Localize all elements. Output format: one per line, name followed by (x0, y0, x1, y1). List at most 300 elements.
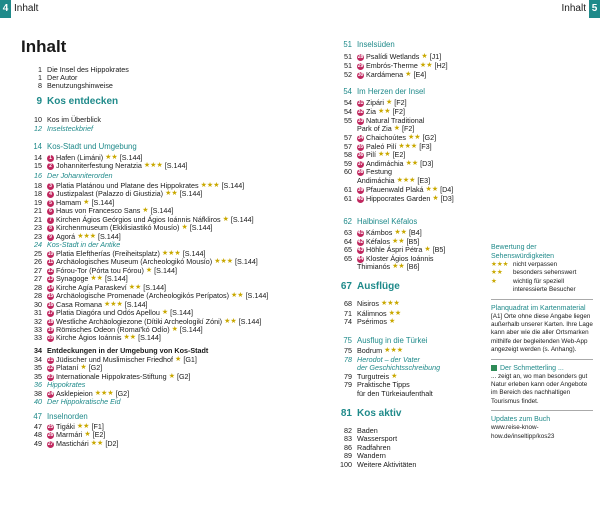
rating-legend-title: Bewertung der Sehenswürdigkeiten (491, 244, 555, 260)
entry-title: Justizpalast (Palazzo di Giustizia) (56, 189, 164, 198)
map-reference: [B6] (406, 262, 420, 271)
rating-stars: ★ (142, 207, 149, 214)
page-number: 62 (343, 217, 352, 226)
page-number: 82 (344, 426, 352, 435)
right-page-number: 5 (589, 0, 600, 18)
poi-number-badge: 12 (47, 267, 54, 274)
poi-number-badge: 35 (357, 143, 364, 150)
entry-title: Andimáchia (357, 176, 395, 185)
map-legend-text: [A1] Orte ohne diese Angabe liegen außerhalb unserer Karten. Ihre Lage kann aber wie die aller Ortsmarken mithilfe der begleitenden Web-App angezeigt werden (s. Anhang). (491, 312, 593, 354)
rating-stars: ★★★ (380, 300, 400, 307)
page-number: 34 (34, 346, 42, 355)
map-reference: [G1] (183, 355, 197, 364)
entry-title: Kirche Agía Paraskeví (56, 283, 127, 292)
legend-row (491, 278, 593, 286)
entry-title: Höhle Áspri Pétra (366, 245, 423, 254)
poi-number-badge: 27 (47, 440, 54, 447)
toc-entry (26, 124, 93, 134)
page-number: 19 (34, 198, 42, 207)
rating-stars: ★ (491, 277, 497, 285)
entry-title: Ausflüge (357, 281, 400, 292)
entry-title: Inselnorden (47, 412, 88, 421)
poi-number-badge: 6 (47, 208, 54, 215)
rating-stars: ★★★ (161, 250, 181, 257)
entry-title: Kos entdecken (47, 96, 119, 107)
entry-title: Marmári (56, 430, 83, 439)
rating-stars: ★★★ (200, 182, 220, 189)
page-number: 63 (344, 228, 352, 237)
entry-title: Hafen (Limáni) (56, 153, 104, 162)
entry-title: Synagoge (56, 274, 89, 283)
entry-title: Psérimos (357, 317, 387, 326)
entry-title: Platia Eleftherías (Freiheitsplatz) (56, 249, 160, 258)
rating-stars: ★★ (394, 229, 407, 236)
rating-stars: ★ (405, 71, 412, 78)
entry-title: Agorá (56, 232, 76, 241)
poi-number-badge: 22 (47, 364, 54, 371)
rating-stars: ★★ (491, 269, 503, 277)
page-number: 38 (34, 389, 42, 398)
entry-title: Hamam (56, 198, 82, 207)
legend-text: besonders sehenswert (513, 269, 577, 277)
right-running-title: Inhalt (561, 3, 586, 14)
entry-title: Tigáki (56, 422, 75, 431)
toc-entry (26, 142, 137, 152)
poi-number-badge: 7 (47, 217, 54, 224)
butterfly-legend-title (491, 364, 593, 373)
page-number: 58 (344, 150, 352, 159)
toc-entry (26, 412, 88, 422)
entry-title: Kardámena (366, 70, 404, 79)
entry-title: Der Autor (47, 73, 78, 82)
page-number: 26 (34, 257, 42, 266)
toc-entry (26, 97, 118, 107)
map-reference: [S.144] (104, 274, 128, 283)
page-number: 12 (34, 124, 42, 133)
page-number: 34 (34, 355, 42, 364)
page-number: 67 (340, 281, 352, 292)
page-number: 14 (34, 153, 42, 162)
rating-stars: ★★ (76, 423, 90, 430)
entry-title: Entdeckungen in der Umgebung von Kos-Stadt (47, 346, 209, 355)
page-number: 8 (38, 81, 42, 90)
page-number: 9 (36, 96, 42, 107)
entry-title: Zipári (366, 98, 384, 107)
rating-stars: ★ (181, 224, 188, 231)
poi-number-badge: 2 (47, 163, 54, 170)
rating-stars: ★★★ (77, 233, 97, 240)
page-number: 1 (38, 65, 42, 74)
page-number: 23 (34, 223, 42, 232)
toc-entry (26, 397, 121, 407)
map-reference: [B5] (432, 245, 446, 254)
entry-title: Westliche Archäologiezone (Dítiki Archeologikí Zóni) (56, 317, 223, 326)
page-number: 64 (344, 237, 352, 246)
toc-entry (336, 299, 402, 309)
toc-entry (336, 409, 401, 419)
entry-title: Embrós-Therme (366, 61, 418, 70)
page-number: 35 (34, 372, 42, 381)
page-number: 79 (344, 372, 352, 381)
legend-row (491, 286, 593, 294)
page-number: 28 (34, 291, 42, 300)
map-reference: [S.144] (91, 198, 115, 207)
toc-entry (336, 70, 426, 80)
rating-stars: ★ (385, 99, 393, 106)
poi-number-badge: 31 (357, 99, 364, 106)
map-reference: [B5] (406, 237, 420, 246)
divider (491, 299, 593, 300)
toc-entry (26, 333, 161, 343)
entry-title: Mastichári (56, 439, 89, 448)
page-number: 78 (344, 355, 352, 364)
entry-title: Zia (366, 107, 376, 116)
poi-number-badge: 25 (47, 423, 54, 430)
page-number: 40 (34, 397, 42, 406)
rating-stars: ★ (145, 267, 153, 274)
poi-number-badge: 1 (47, 155, 54, 162)
poi-number-badge: 16 (47, 301, 54, 308)
entry-title: Kéfalos (366, 237, 390, 246)
entry-title: Natural Traditional (366, 116, 425, 125)
entry-title: Wassersport (357, 434, 398, 443)
map-reference: [F2] (402, 124, 415, 133)
entry-title: Jüdischer und Muslimischer Friedhof (56, 355, 174, 364)
page-number: 33 (34, 325, 42, 334)
entry-title: Inselsüden (357, 40, 395, 49)
page-number: 47 (33, 412, 42, 421)
page-number: 23 (34, 232, 42, 241)
entry-title: für den Türkeiaufenthalt (357, 389, 433, 398)
poi-number-badge: 14 (47, 284, 54, 291)
entry-title: Thimianós (357, 262, 391, 271)
updates-title: Updates zum Buch (491, 416, 551, 424)
rating-stars: ★★ (165, 190, 178, 197)
map-reference: [S.144] (143, 283, 167, 292)
page-number: 52 (344, 70, 352, 79)
rating-stars: ★ (83, 199, 90, 206)
legend-text: nicht verpassen (513, 261, 558, 268)
entry-title: Kirchenmuseum (Ekklisiastikó Mousío) (56, 223, 180, 232)
page-number: 81 (340, 408, 352, 419)
poi-number-badge: 37 (357, 160, 364, 167)
poi-number-badge: 19 (47, 326, 54, 333)
rating-stars: ★★ (391, 238, 405, 245)
rating-stars: ★★ (407, 134, 421, 141)
entry-title: Fórou-Tor (Pórta tou Fórou) (56, 266, 144, 275)
entry-title: Weitere Aktivitäten (357, 460, 417, 469)
entry-title: Archäologische Promenade (Archeologikós Perípatos) (56, 291, 229, 300)
toc-entry (336, 317, 397, 327)
poi-number-badge: 43 (357, 246, 364, 253)
page-number: 75 (344, 346, 352, 355)
page-number: 60 (344, 167, 352, 176)
entry-title: Benutzungshinweise (47, 81, 113, 90)
poi-number-badge: 5 (47, 200, 54, 207)
rating-stars: ★ (391, 373, 398, 380)
entry-title: Kirche Ágios Ioánnis (56, 333, 122, 342)
rating-stars: ★ (80, 364, 87, 371)
page-number: 79 (344, 380, 352, 389)
rating-stars: ★★★ (384, 347, 403, 354)
rating-stars: ★★ (419, 62, 433, 69)
map-reference: [S.144] (98, 232, 121, 241)
map-reference: [E2] (92, 430, 106, 439)
poi-number-badge: 40 (357, 195, 364, 202)
page-number: 47 (34, 422, 42, 431)
map-reference: [F3] (419, 142, 432, 151)
entry-title: Archäologisches Museum (Archeologikó Mousío) (56, 257, 213, 266)
entry-title: Hippocrates Garden (366, 194, 431, 203)
map-reference: [F1] (91, 422, 104, 431)
map-reference: [E4] (413, 70, 427, 79)
page-number: 35 (34, 363, 42, 372)
entry-title: Festung (366, 167, 392, 176)
rating-stars: ★★ (378, 108, 391, 115)
page-number: 16 (34, 171, 42, 180)
map-reference: [S.144] (189, 223, 213, 232)
page-number: 27 (34, 274, 42, 283)
entry-title: Im Herzen der Insel (357, 87, 426, 96)
map-reference: [D2] (105, 439, 119, 448)
page-number: 89 (344, 451, 352, 460)
poi-number-badge: 36 (357, 151, 364, 158)
page-number: 27 (34, 266, 42, 275)
map-reference: [S.144] (245, 291, 269, 300)
rating-stars: ★★ (231, 292, 244, 299)
rating-stars: ★★ (392, 263, 405, 270)
rating-stars: ★★ (405, 160, 419, 167)
entry-title: Plataní (56, 363, 79, 372)
page-number: 83 (344, 434, 352, 443)
entry-title: Kirchen Ágios Geórgios und Ágios Ioánnis Náfkliros (56, 215, 221, 224)
page-number: 59 (344, 159, 352, 168)
page-number: 68 (344, 299, 352, 308)
page-number: 10 (34, 115, 42, 124)
left-page-number: 4 (0, 0, 11, 18)
poi-number-badge: 44 (357, 255, 364, 262)
map-reference: [S.144] (150, 206, 174, 215)
map-reference: [F2] (392, 107, 405, 116)
entry-title: Park of Zia (357, 124, 392, 133)
poi-number-badge: 23 (47, 373, 54, 380)
page-number: 65 (344, 245, 352, 254)
page-number: 75 (343, 336, 352, 345)
toc-entry (336, 262, 420, 272)
legend-text: wichtig für speziell (513, 277, 565, 285)
rating-stars: ★★★ (143, 162, 163, 169)
poi-number-badge: 30 (357, 71, 364, 78)
entry-title: Die Insel des Hippokrates (47, 65, 129, 74)
page-number: 74 (344, 317, 352, 326)
poi-number-badge: 8 (47, 225, 54, 232)
entry-title: Nisiros (357, 299, 379, 308)
poi-number-badge: 34 (357, 134, 364, 141)
toc-entry (26, 171, 113, 181)
poi-number-badge: 29 (357, 62, 364, 69)
rating-stars: ★★ (378, 151, 391, 158)
poi-number-badge: 3 (47, 183, 54, 190)
page-number: 54 (344, 107, 352, 116)
map-reference: [G2] (422, 133, 437, 142)
map-reference: [S.144] (235, 257, 258, 266)
entry-title: Andimáchia (366, 159, 404, 168)
rating-stars: ★★★ (396, 177, 416, 184)
rating-stars: ★★ (224, 318, 237, 325)
page-number: 61 (344, 185, 352, 194)
page-number: 86 (344, 443, 352, 452)
map-reference: [D3] (420, 159, 434, 168)
rating-stars: ★★★ (214, 258, 234, 265)
entry-title: Der Johanniterorden (47, 171, 113, 180)
entry-title: Psalídi Wetlands (366, 52, 420, 61)
entry-title: Kos im Überblick (47, 115, 101, 124)
entry-title: Paleó Pilí (366, 142, 397, 151)
rating-stars: ★ (393, 125, 401, 132)
entry-title: Inselsteckbrief (47, 124, 93, 133)
page-number: 30 (34, 300, 42, 309)
toc-entry (336, 217, 417, 227)
map-reference: [D3] (440, 194, 454, 203)
poi-number-badge: 33 (357, 117, 364, 124)
page-number: 33 (34, 333, 42, 342)
map-reference: [J1] (429, 52, 442, 61)
page-number: 54 (343, 87, 352, 96)
entry-title: Platia Platánou und Platane des Hippokrates (56, 181, 199, 190)
page-number: 51 (343, 40, 352, 49)
page-number: 32 (34, 317, 42, 326)
page-number: 51 (344, 61, 352, 70)
rating-stars: ★★ (388, 310, 402, 317)
entry-title: Der Hippokratische Eid (47, 397, 121, 406)
entry-title: Kos-Stadt in der Antike (47, 240, 121, 249)
map-reference: [S.144] (170, 308, 193, 317)
rating-stars: ★ (424, 246, 431, 253)
rating-stars: ★★ (90, 275, 103, 282)
map-reference: [G2] (176, 372, 191, 381)
poi-number-badge: 15 (47, 292, 54, 299)
rating-stars: ★★ (90, 440, 104, 447)
page-number: 55 (344, 116, 352, 125)
page-header (0, 0, 600, 18)
map-reference: [B4] (408, 228, 422, 237)
toc-entry (26, 81, 113, 91)
rating-stars: ★★ (123, 334, 137, 341)
updates-link[interactable]: www.reise-know-how.de/inseltipp/kos23 (491, 424, 555, 440)
entry-title: der Geschichtsschreibung (357, 363, 441, 372)
entry-title: Baden (357, 426, 378, 435)
page-number: 21 (34, 206, 42, 215)
page-number: 61 (344, 194, 352, 203)
legend-row (491, 261, 593, 269)
map-reference: [G2] (88, 363, 103, 372)
page-number: 65 (344, 254, 352, 263)
map-reference: [S.144] (182, 249, 206, 258)
map-reference: [D4] (440, 185, 454, 194)
page-number: 36 (34, 380, 42, 389)
entry-title: Kloster Ágios Ioánnis (366, 254, 434, 263)
page-number: 21 (34, 215, 42, 224)
entry-title: Praktische Tipps (357, 380, 410, 389)
entry-title: Turgutreis (357, 372, 390, 381)
map-reference: [H2] (434, 61, 448, 70)
entry-title: Pfauenwald Plaká (366, 185, 424, 194)
rating-stars: ★★ (128, 284, 142, 291)
toc-entry (336, 40, 395, 50)
entry-title: Kálimnos (357, 309, 387, 318)
map-reference: [S.144] (154, 266, 177, 275)
toc-entry (336, 282, 400, 292)
poi-number-badge: 28 (357, 53, 364, 60)
divider (491, 410, 593, 411)
page-number: 18 (34, 181, 42, 190)
page-number: 18 (34, 189, 42, 198)
entry-title: Chaichoútes (366, 133, 406, 142)
rating-stars: ★ (168, 373, 175, 380)
entry-title: Römisches Odeon (Romaï'kó Odío) (56, 325, 170, 334)
entry-title: Wandern (357, 451, 386, 460)
map-reference: [S.144] (230, 215, 254, 224)
poi-number-badge: 38 (357, 168, 364, 175)
poi-number-badge: 4 (47, 191, 54, 198)
entry-title: Ausflug in die Türkei (357, 336, 428, 345)
page-number: 15 (34, 161, 42, 170)
entry-title: Casa Romana (56, 300, 102, 309)
map-reference: [S.144] (164, 161, 188, 170)
page-number: 25 (34, 249, 42, 258)
page-number: 31 (34, 308, 42, 317)
page-number: 14 (33, 142, 42, 151)
poi-number-badge: 42 (357, 238, 364, 245)
map-reference: [S.144] (179, 189, 203, 198)
entry-title: Platia Diagóra und Odós Apellou (56, 308, 160, 317)
map-reference: [E3] (417, 176, 431, 185)
entry-title: Kos aktiv (357, 408, 402, 419)
poi-number-badge: 18 (47, 318, 54, 325)
map-reference: [S.144] (119, 153, 143, 162)
butterfly-legend-text: ... zeigt an, wo man besonders gut Natur erleben kann oder Angebote im Bereich des nachhaltigen Tourismus findet. (491, 372, 588, 405)
legend-sidebar (491, 243, 593, 441)
toc-entry (26, 161, 188, 171)
divider (491, 359, 593, 360)
entry-title: Herodot – der Vater (357, 355, 420, 364)
page-number: 100 (340, 460, 352, 469)
rating-legend (491, 261, 593, 295)
rating-stars: ★★★ (491, 261, 509, 268)
entry-title: Bodrum (357, 346, 383, 355)
butterfly-title-text: Der Schmetterling ... (500, 364, 564, 372)
poi-number-badge: 39 (357, 186, 364, 193)
page-number: 51 (344, 52, 352, 61)
entry-title: Kos-Stadt und Umgebung (47, 142, 137, 151)
poi-number-badge: 21 (47, 356, 54, 363)
map-legend-title: Planquadrat im Kartenmaterial (491, 304, 586, 312)
page-number: 57 (344, 142, 352, 151)
map-reference: [S.144] (124, 300, 148, 309)
page-number: 57 (344, 133, 352, 142)
page-number: 48 (34, 430, 42, 439)
entry-title: Pilí (366, 150, 376, 159)
left-running-title: Inhalt (14, 3, 39, 14)
page-number: 54 (344, 98, 352, 107)
rating-stars: ★ (388, 318, 396, 325)
rating-stars: ★★ (425, 186, 439, 193)
entry-title: Johanniterfestung Neratzia (56, 161, 142, 170)
page-number: 24 (34, 240, 42, 249)
toc-entry (336, 460, 416, 470)
rating-stars: ★ (222, 216, 229, 223)
legend-text: interessierte Besucher (513, 286, 576, 294)
